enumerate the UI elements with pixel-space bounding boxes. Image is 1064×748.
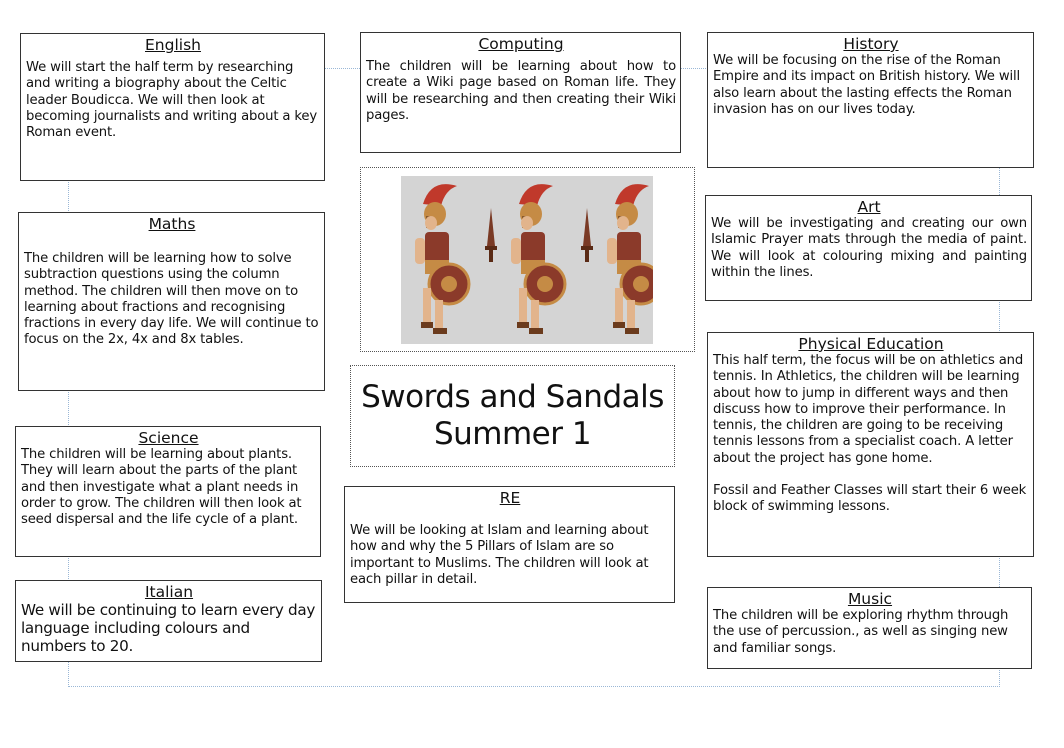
science-box [15,426,321,557]
english-box [20,33,325,181]
science-heading: Science [138,429,199,447]
computing-heading: Computing [478,35,564,53]
re-box [344,486,675,603]
pe-box [707,332,1034,557]
computing-text: The children will be learning about how to create a Wiki page based on Roman life. They will be researching and then creating their Wiki pages. [366,59,676,123]
maths-box [18,212,325,391]
re-text: We will be looking at Islam and learning about how and why the 5 Pillars of Islam are so important to Muslims. The children will look at each pillar in detail. [350,523,649,587]
roman-soldiers-illustration-icon [401,176,653,344]
computing-box [360,32,681,153]
topic-title: Swords and Sandals [361,379,664,415]
art-text: We will be investigating and creating our own Islamic Prayer mats through the media of paint. We will look at colouring mixing and painting within the lines. [711,216,1027,280]
art-box [705,195,1032,301]
italian-text: We will be continuing to learn every day language including colours and numbers to 20. [21,601,316,656]
art-heading: Art [857,198,881,216]
italian-heading: Italian [144,583,194,601]
music-heading: Music [847,590,893,608]
history-box [707,32,1034,168]
science-text: The children will be learning about plants. They will learn about the parts of the plant and then investigate what a plant needs in order to grow. The children will then look at seed dispersal and the life cycle of a plant. [21,447,302,528]
italian-box [15,580,322,662]
english-heading: English [145,36,201,54]
pe-text-swimming: Fossil and Feather Classes will start their 6 week block of swimming lessons. [713,483,1027,515]
music-box [707,587,1032,669]
roman-image-frame [360,167,695,352]
english-text: We will start the half term by researching and writing a biography about the Celtic leader Boudicca. We will then look at becoming journalists and writing about a key Roman event. [26,60,318,141]
maths-text: The children will be learning how to solve subtraction questions using the column method. The children will then move on to learning about fractions and recognising fractions in every day life. We will continue to focus on the 2x, 4x and 8x tables. [24,251,319,348]
history-heading: History [843,35,899,53]
maths-heading: Maths [148,215,196,233]
topic-title-box [350,365,675,467]
pe-heading: Physical Education [798,335,944,353]
topic-term: Summer 1 [433,416,592,452]
re-heading: RE [499,489,521,507]
history-text: We will be focusing on the rise of the Roman Empire and its impact on British history. We will also learn about the lasting effects the Roman invasion has on our lives today. [713,53,1020,117]
music-text: The children will be exploring rhythm through the use of percussion., as well as singing new and familiar songs. [713,608,1009,656]
pe-text: This half term, the focus will be on athletics and tennis. In Athletics, the children will be learning about how to jump in different ways and then discuss how to improve their performance. In tennis, the children are going to be receiving tennis lessons from a specialist coach. A letter about the project has gone home. [713,353,1024,466]
